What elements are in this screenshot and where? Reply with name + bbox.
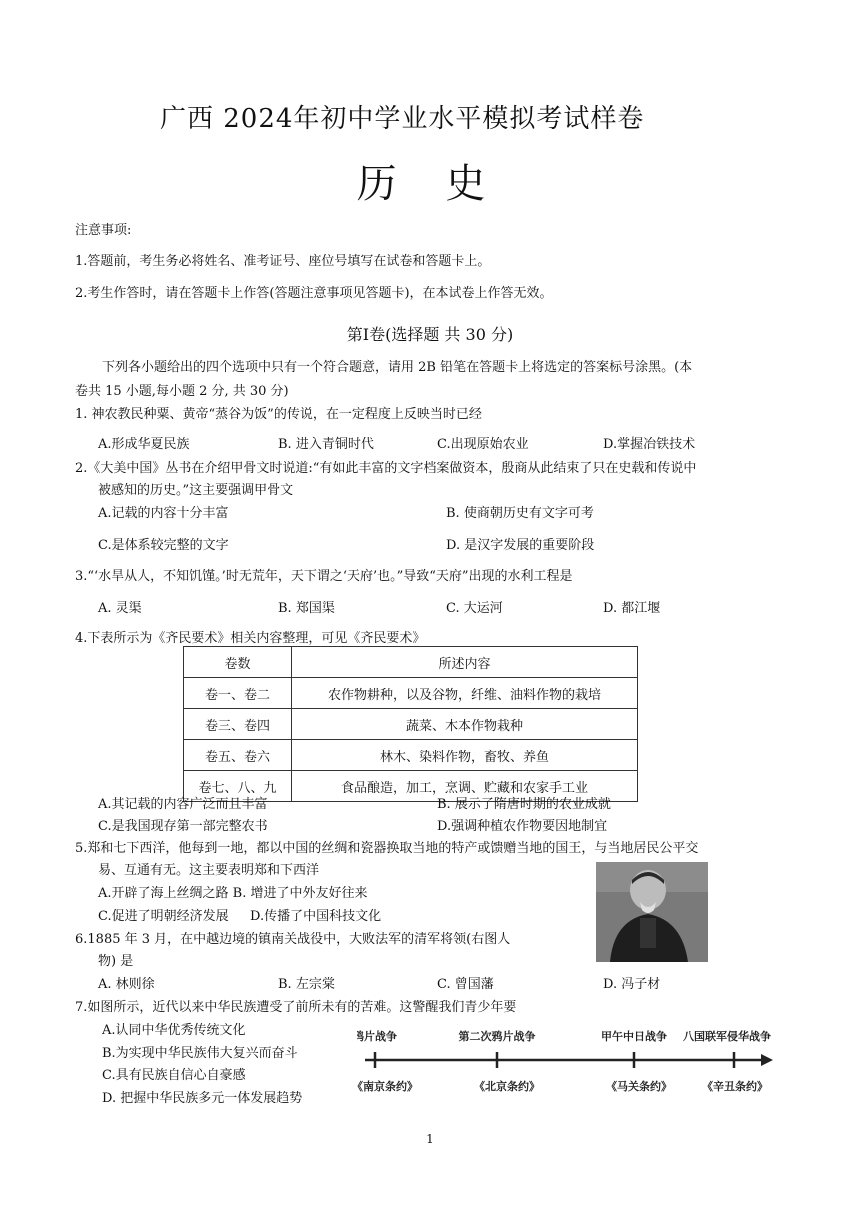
q2-option-a: A.记载的内容十分丰富 [98, 506, 229, 521]
q6-option-d: D. 冯子材 [603, 977, 661, 992]
q6-option-c: C. 曾国藩 [437, 977, 494, 992]
timeline-war-label: 八国联军侵华战争 [683, 1030, 771, 1043]
exam-title: 广西 2024年初中学业水平模拟考试样卷 [160, 104, 645, 134]
section-intro-line1: 下列各小题给出的四个选项中只有一个符合题意，请用 2B 铅笔在答题卡上将选定的答案标号涂黑。(本 [102, 360, 693, 375]
table-cell-volume: 卷五、卷六 [184, 740, 292, 771]
q5-stem-line1: 5.郑和七下西洋，他每到一地，都以中国的丝绸和瓷器换取当地的特产或馈赠当地的国王，与当地居民公平交 [75, 841, 699, 856]
table-header-row [184, 647, 638, 678]
q1-option-c: C.出现原始农业 [437, 437, 529, 452]
q1-stem: 1. 神农教民种粟、黄帝“蒸谷为饭”的传说，在一定程度上反映当时已经 [75, 407, 482, 422]
q2-stem-line1: 2.《大美中国》丛书在介绍甲骨文时说道:“有如此丰富的文字档案做资本，殷商从此结束了只在史载和传说中 [75, 461, 697, 476]
timeline-war-label: 鸦片战争 [357, 1030, 397, 1043]
q6-stem-line1: 6.1885 年 3 月，在中越边境的镇南关战役中，大败法军的清军将领(右图人 [75, 932, 511, 947]
timeline-war-label: 第二次鸦片战争 [458, 1030, 536, 1043]
notice-item-1: 1.答题前，考生务必将姓名、准考证号、座位号填写在试卷和答题卡上。 [75, 254, 491, 269]
war-treaty-timeline [357, 1024, 777, 1104]
q6-option-a: A. 林则徐 [98, 977, 155, 992]
q3-option-b: B. 郑国渠 [278, 601, 335, 616]
q7-option-d: D. 把握中华民族多元一体发展趋势 [102, 1091, 303, 1106]
table-cell-content: 食品酿造，加工，烹调、贮藏和农家手工业 [292, 771, 638, 802]
table-row [184, 740, 638, 771]
timeline-arrowhead [761, 1054, 773, 1066]
timeline-treaty-label: 《南京条约》 [357, 1080, 418, 1093]
q4-option-a: A.其记载的内容广泛而且丰富 [98, 797, 268, 812]
q7-option-c: C.具有民族自信心自豪感 [102, 1068, 246, 1083]
table-cell-volume: 卷七、八、九 [184, 771, 292, 802]
q7-option-a: A.认同中华优秀传统文化 [102, 1023, 246, 1038]
q6-stem-line2: 物) 是 [98, 954, 134, 969]
table-cell-volume: 卷一、卷二 [184, 678, 292, 709]
timeline-treaty-label: 《北京条约》 [474, 1080, 540, 1093]
qimin-yaoshu-table [183, 646, 638, 802]
table-row [184, 709, 638, 740]
q5-option-d: D.传播了中国科技文化 [250, 909, 382, 924]
table-cell-content: 林木、染料作物，畜牧、养鱼 [292, 740, 638, 771]
q3-option-a: A. 灵渠 [98, 601, 142, 616]
q1-option-a: A.形成华夏民族 [98, 437, 190, 452]
q2-option-c: C.是体系较完整的文字 [98, 538, 229, 553]
q3-stem: 3.“‘水旱从人，不知饥馑。’时无荒年，天下谓之‘天府’也。”导致“天府”出现的水利工程是 [75, 569, 573, 584]
q3-option-d: D. 都江堰 [603, 601, 661, 616]
q6-option-b: B. 左宗棠 [278, 977, 335, 992]
q5-option-c: C.促进了明朝经济发展 [98, 909, 229, 924]
table-header-volume: 卷数 [184, 647, 292, 678]
section-intro-line2: 卷共 15 小题,每小题 2 分, 共 30 分) [75, 384, 289, 399]
q5-stem-line2: 易、互通有无。这主要表明郑和下西洋 [98, 863, 320, 878]
q4-option-b: B. 展示了隋唐时期的农业成就 [437, 797, 611, 812]
table-cell-content: 农作物耕种，以及谷物，纤维、油料作物的栽培 [292, 678, 638, 709]
table-row [184, 678, 638, 709]
timeline-graphic [357, 1024, 777, 1104]
table-cell-volume: 卷三、卷四 [184, 709, 292, 740]
q5-options-ab: A.开辟了海上丝绸之路 B. 增进了中外友好往来 [98, 886, 368, 901]
page-number: 1 [426, 1132, 434, 1146]
section-heading: 第Ⅰ卷(选择题 共 30 分) [346, 325, 514, 344]
portrait-image [596, 862, 708, 962]
table-cell-content: 蔬菜、木本作物栽种 [292, 709, 638, 740]
q4-option-d: D.强调种植农作物要因地制宜 [437, 819, 608, 834]
q2-option-d: D. 是汉字发展的重要阶段 [446, 538, 595, 553]
q2-stem-line2: 被感知的历史。”这主要强调甲骨文 [98, 483, 294, 498]
timeline-war-label: 甲午中日战争 [601, 1030, 667, 1043]
q2-option-b: B. 使商朝历史有文字可考 [446, 506, 594, 521]
notice-heading: 注意事项: [75, 223, 132, 238]
table-header-content: 所述内容 [292, 647, 638, 678]
feng-zicai-portrait-photo [596, 862, 708, 962]
timeline-treaty-label: 《辛丑条约》 [702, 1080, 768, 1093]
q7-stem: 7.如图所示，近代以来中华民族遭受了前所未有的苦难。这警醒我们青少年要 [75, 1000, 517, 1015]
q4-stem: 4.下表所示为《齐民要术》相关内容整理，可见《齐民要术》 [75, 631, 426, 646]
q7-option-b: B.为实现中华民族伟大复兴而奋斗 [102, 1046, 298, 1061]
timeline-treaty-label: 《马关条约》 [606, 1080, 672, 1093]
q1-option-b: B. 进入青铜时代 [278, 437, 374, 452]
subject-title: 历 史 [356, 161, 504, 207]
q1-option-d: D.掌握冶铁技术 [603, 437, 696, 452]
q3-option-c: C. 大运河 [446, 601, 503, 616]
q4-option-c: C.是我国现存第一部完整农书 [98, 819, 268, 834]
notice-item-2: 2.考生作答时，请在答题卡上作答(答题注意事项见答题卡)，在本试卷上作答无效。 [75, 286, 553, 301]
